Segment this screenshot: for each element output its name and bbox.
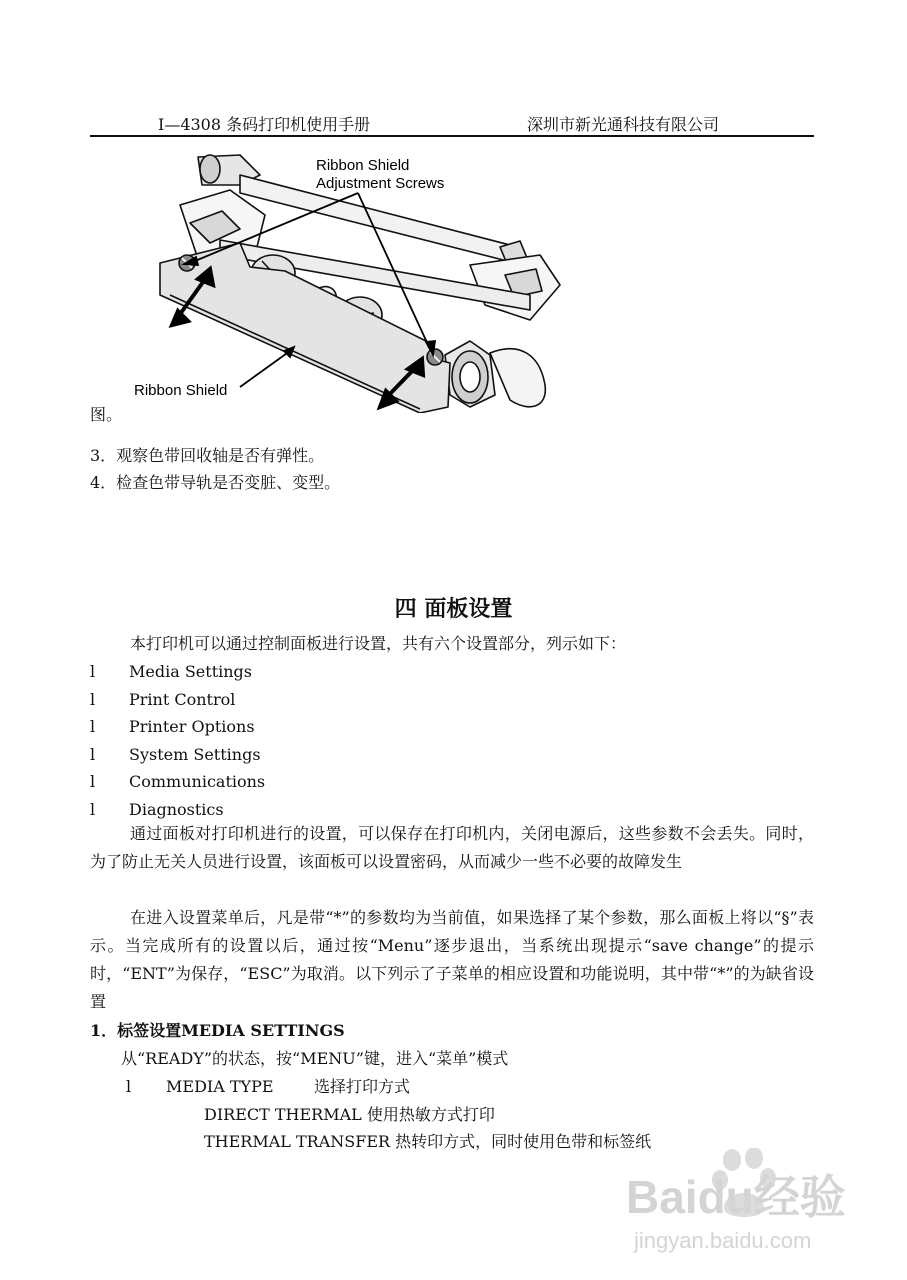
watermark-brand: Baidu经验 bbox=[626, 1171, 846, 1223]
label-adjustment-screws: Adjustment Screws bbox=[316, 175, 445, 192]
watermark-url: jingyan.baidu.com bbox=[634, 1228, 812, 1253]
media-type-row bbox=[126, 1074, 410, 1097]
menu-item-label: Media Settings bbox=[129, 662, 252, 681]
list-item bbox=[90, 662, 252, 681]
menu-item-label: Printer Options bbox=[129, 717, 255, 736]
figure-caption: 图。 bbox=[90, 405, 123, 424]
header-company: 深圳市新光通科技有限公司 bbox=[527, 115, 720, 134]
menu-item-label: Communications bbox=[129, 772, 266, 791]
option-direct-thermal: DIRECT THERMAL 使用热敏方式打印 bbox=[204, 1105, 495, 1124]
bullet-icon: l bbox=[126, 1077, 132, 1096]
section-title: 四 面板设置 bbox=[394, 597, 513, 622]
bullet-icon: l bbox=[90, 800, 96, 819]
media-type-description: 选择打印方式 bbox=[314, 1077, 411, 1096]
list-item bbox=[90, 745, 261, 764]
option-thermal-transfer: THERMAL TRANSFER 热转印方式，同时使用色带和标签纸 bbox=[204, 1132, 652, 1151]
bullet-icon: l bbox=[90, 717, 96, 736]
label-ribbon-shield: Ribbon Shield bbox=[134, 382, 228, 399]
bullet-icon: l bbox=[90, 690, 96, 709]
list-item bbox=[90, 800, 224, 819]
list-item bbox=[90, 772, 265, 791]
media-type-label: MEDIA TYPE bbox=[166, 1077, 274, 1096]
printer-mechanism-illustration bbox=[90, 145, 590, 413]
list-item bbox=[90, 717, 255, 736]
section-media-settings-heading: 1．标签设置MEDIA SETTINGS bbox=[90, 1021, 345, 1040]
baidu-watermark bbox=[620, 1148, 880, 1263]
check-item-4: 4．检查色带导轨是否变脏、变型。 bbox=[90, 473, 341, 492]
list-item bbox=[90, 690, 235, 709]
check-item-3: 3．观察色带回收轴是否有弹性。 bbox=[90, 446, 325, 465]
bullet-icon: l bbox=[90, 745, 96, 764]
bullet-icon: l bbox=[90, 662, 96, 681]
baidu-paw-logo bbox=[620, 1148, 880, 1263]
menu-item-label: Diagnostics bbox=[129, 800, 224, 819]
header-rule bbox=[90, 135, 814, 137]
ribbon-shield-figure bbox=[90, 145, 590, 413]
paragraph-save-settings: 通过面板对打印机进行的设置，可以保存在打印机内，关闭电源后，这些参数不会丢失。同时，为了防止无关人员进行设置，该面板可以设置密码，从而减少一些不必要的故障发生 bbox=[90, 824, 814, 871]
paragraph-menu-usage: 在进入设置菜单后，凡是带“*”的参数均为当前值，如果选择了某个参数，那么面板上将以“§”表示。当完成所有的设置以后，通过按“Menu”逐步退出，当系统出现提示“save change”的提示时，“ENT”为保存，“ESC”为取消。以下列示了子菜单的相应设置和功能说明，其中带“*”的为缺省设置 bbox=[90, 908, 814, 1011]
media-settings-entry: 从“READY”的状态，按“MENU”键，进入“菜单”模式 bbox=[121, 1049, 509, 1068]
menu-item-label: System Settings bbox=[129, 745, 261, 764]
intro-paragraph: 本打印机可以通过控制面板进行设置，共有六个设置部分，列示如下： bbox=[130, 634, 627, 653]
label-ribbon-shield-top: Ribbon Shield bbox=[316, 157, 410, 174]
menu-item-label: Print Control bbox=[129, 690, 236, 709]
header-title: I—4308 条码打印机使用手册 bbox=[158, 115, 371, 134]
bullet-icon: l bbox=[90, 772, 96, 791]
